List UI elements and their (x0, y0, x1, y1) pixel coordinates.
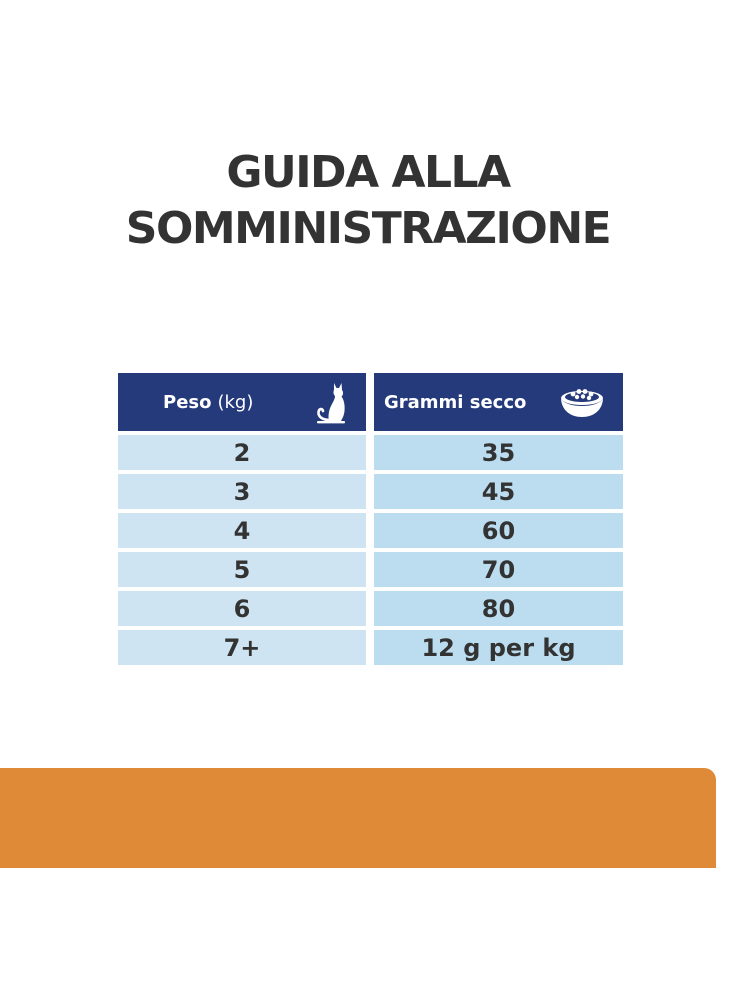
table-row (118, 435, 623, 470)
cell-grams: 45 (374, 474, 623, 509)
header-weight (118, 373, 366, 431)
cell-grams: 35 (374, 435, 623, 470)
cell-weight: 5 (118, 552, 366, 587)
table-row (118, 474, 623, 509)
table-row (118, 513, 623, 548)
cell-grams: 12 g per kg (374, 630, 623, 665)
header-weight-label: Peso (163, 391, 212, 413)
page-title (0, 145, 736, 257)
cell-grams: 70 (374, 552, 623, 587)
cell-weight: 3 (118, 474, 366, 509)
accent-band (0, 768, 716, 868)
header-grams (374, 373, 623, 431)
food-bowl-icon (559, 385, 605, 421)
table-row (118, 630, 623, 665)
title-line-1: GUIDA ALLA (226, 147, 510, 198)
cat-icon (314, 381, 348, 425)
table-row (118, 591, 623, 626)
table-header (118, 373, 623, 431)
table-row (118, 552, 623, 587)
cell-weight: 7+ (118, 630, 366, 665)
cell-grams: 60 (374, 513, 623, 548)
cell-grams: 80 (374, 591, 623, 626)
cell-weight: 4 (118, 513, 366, 548)
header-grams-label: Grammi secco (384, 391, 527, 413)
cell-weight: 6 (118, 591, 366, 626)
header-weight-unit: (kg) (217, 391, 254, 413)
feeding-table (118, 373, 623, 665)
cell-weight: 2 (118, 435, 366, 470)
title-line-2: SOMMINISTRAZIONE (125, 203, 611, 254)
